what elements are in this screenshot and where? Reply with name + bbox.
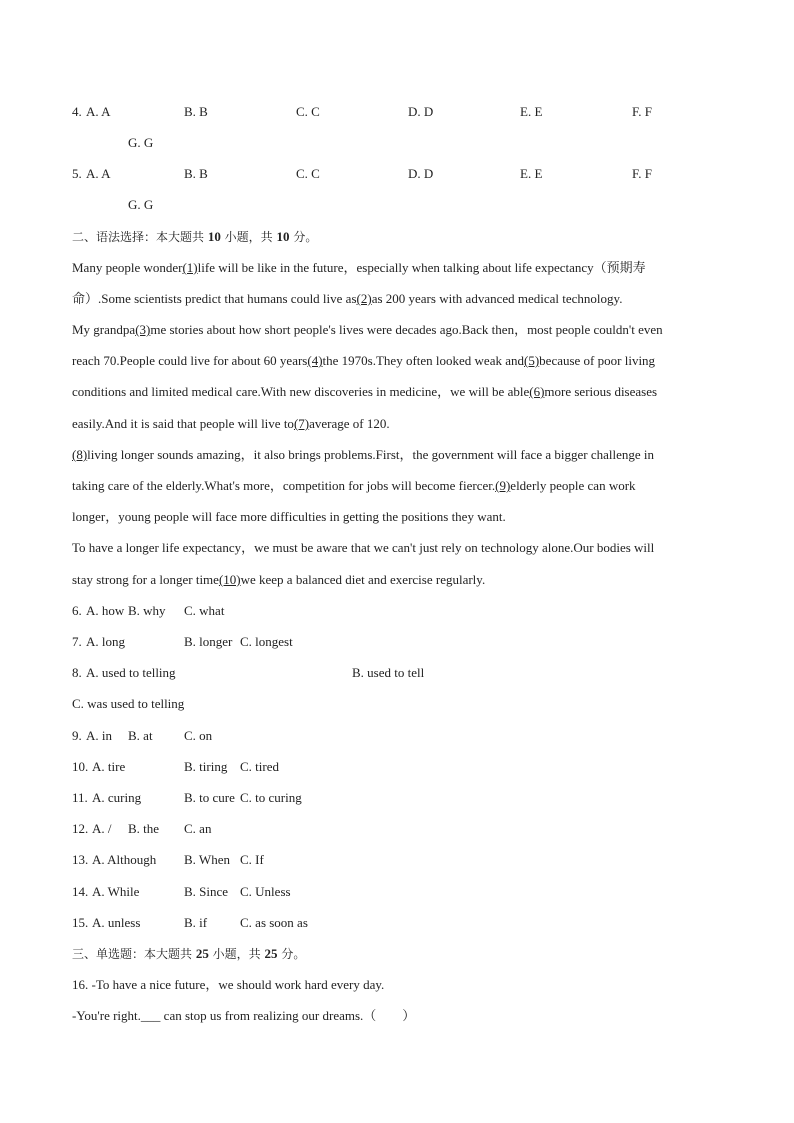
option-a: A. Although bbox=[92, 852, 157, 867]
passage-line bbox=[72, 415, 390, 433]
question-dialogue bbox=[72, 1007, 415, 1025]
passage-text: as 200 years with advanced medical technology. bbox=[371, 291, 623, 306]
heading-score: 25 bbox=[264, 946, 278, 961]
passage-line bbox=[72, 383, 657, 401]
heading-text: 小题，共 bbox=[212, 947, 261, 961]
option-f: F. F bbox=[632, 104, 652, 119]
option-b: B. longer bbox=[184, 634, 233, 649]
option-c: C. longest bbox=[240, 634, 293, 649]
question-number: 7. bbox=[72, 634, 82, 649]
option-b: B. why bbox=[128, 603, 166, 618]
option-a: A. in bbox=[86, 728, 112, 743]
heading-text: 二、语法选择：本大题共 bbox=[72, 230, 205, 244]
passage-text: average of 120. bbox=[309, 416, 390, 431]
passage-text: the 1970s.They often looked weak and bbox=[322, 353, 524, 368]
option-g: G. G bbox=[128, 197, 154, 212]
option-a: A. A bbox=[86, 104, 111, 119]
option-b: B. When bbox=[184, 852, 230, 867]
question-number: 11. bbox=[72, 790, 88, 805]
option-a: A. used to telling bbox=[86, 665, 176, 680]
passage-text: because of poor living bbox=[539, 353, 656, 368]
question-number: 9. bbox=[72, 728, 82, 743]
passage-text: living longer sounds amazing，it also brings problems.First，the government will face a bigger challenge in bbox=[87, 447, 654, 462]
passage-text: longer，young people will face more difficulties in getting the positions they want. bbox=[72, 509, 506, 524]
blank-8: (8) bbox=[72, 447, 88, 462]
passage-line bbox=[72, 352, 655, 370]
dialogue-text: -You're right. bbox=[72, 1008, 141, 1023]
passage-line bbox=[72, 539, 654, 557]
heading-score: 10 bbox=[276, 229, 290, 244]
option-g: G. G bbox=[128, 135, 154, 150]
option-b: B. at bbox=[128, 728, 153, 743]
option-b: B. the bbox=[128, 821, 160, 836]
heading-text: 小题，共 bbox=[224, 230, 273, 244]
question-stem: 16. -To have a nice future，we should work hard every day. bbox=[72, 977, 385, 992]
option-c: C. Unless bbox=[240, 884, 291, 899]
blank-7: (7) bbox=[293, 416, 310, 431]
option-a: A. curing bbox=[92, 790, 142, 805]
question-number: 5. bbox=[72, 166, 82, 181]
blank-9: (9) bbox=[495, 478, 511, 493]
heading-text: 三、单选题：本大题共 bbox=[72, 947, 193, 961]
option-b: B. B bbox=[184, 104, 208, 119]
passage-text: easily.And it is said that people will live to bbox=[72, 416, 294, 431]
blank-3: (3) bbox=[135, 322, 151, 337]
passage-text: stay strong for a longer time bbox=[72, 572, 219, 587]
blank-1: (1) bbox=[182, 260, 198, 275]
option-a: A. tire bbox=[92, 759, 126, 774]
option-c: C. as soon as bbox=[240, 915, 308, 930]
option-b: B. to cure bbox=[184, 790, 235, 805]
passage-text: Many people wonder bbox=[72, 260, 183, 275]
option-c: C. on bbox=[184, 728, 213, 743]
passage-line bbox=[72, 508, 506, 526]
passage-text: 命）.Some scientists predict that humans could live as bbox=[72, 291, 357, 306]
question-number: 4. bbox=[72, 104, 82, 119]
section-heading-single-choice bbox=[72, 945, 305, 963]
option-c: C. If bbox=[240, 852, 264, 867]
option-e: E. E bbox=[520, 166, 543, 181]
option-a: A. A bbox=[86, 166, 111, 181]
passage-text: To have a longer life expectancy，we must be aware that we can't just rely on technology alone.Our bodies will bbox=[72, 540, 655, 555]
heading-text: 分。 bbox=[293, 230, 318, 244]
option-b: B. used to tell bbox=[352, 665, 425, 680]
option-c: C. was used to telling bbox=[72, 696, 185, 711]
option-a: A. While bbox=[92, 884, 140, 899]
heading-text: 分。 bbox=[281, 947, 306, 961]
passage-text: My grandpa bbox=[72, 322, 136, 337]
option-f: F. F bbox=[632, 166, 652, 181]
option-a: A. long bbox=[86, 634, 125, 649]
question-number: 8. bbox=[72, 665, 82, 680]
option-c: C. C bbox=[296, 166, 320, 181]
blank-5: (5) bbox=[524, 353, 540, 368]
passage-text: conditions and limited medical care.With new discoveries in medicine，we will be able bbox=[72, 384, 530, 399]
option-b: B. Since bbox=[184, 884, 229, 899]
option-d: D. D bbox=[408, 104, 434, 119]
option-a: A. unless bbox=[92, 915, 141, 930]
question-number: 10. bbox=[72, 759, 89, 774]
question-number: 13. bbox=[72, 852, 89, 867]
blank-6: (6) bbox=[529, 384, 545, 399]
option-b: B. tiring bbox=[184, 759, 228, 774]
option-c: C. an bbox=[184, 821, 212, 836]
option-c: C. C bbox=[296, 104, 320, 119]
answer-blank: ___ bbox=[140, 1008, 161, 1023]
passage-line bbox=[72, 571, 485, 589]
option-c: C. what bbox=[184, 603, 225, 618]
option-e: E. E bbox=[520, 104, 543, 119]
heading-count: 25 bbox=[195, 946, 209, 961]
question-number: 15. bbox=[72, 915, 89, 930]
passage-line bbox=[72, 290, 622, 308]
passage-text: me stories about how short people's lives were decades ago.Back then，most people couldn't even bbox=[150, 322, 663, 337]
passage-line bbox=[72, 446, 654, 464]
passage-line bbox=[72, 259, 646, 277]
passage-text: we keep a balanced diet and exercise regularly. bbox=[240, 572, 486, 587]
option-c: C. tired bbox=[240, 759, 279, 774]
passage-text: taking care of the elderly.What's more，competition for jobs will become fiercer. bbox=[72, 478, 496, 493]
passage-line bbox=[72, 321, 663, 339]
heading-count: 10 bbox=[207, 229, 221, 244]
question-number: 6. bbox=[72, 603, 82, 618]
passage-text: more serious diseases bbox=[544, 384, 658, 399]
option-d: D. D bbox=[408, 166, 434, 181]
option-b: B. if bbox=[184, 915, 208, 930]
option-a: A. / bbox=[92, 821, 112, 836]
question-number: 12. bbox=[72, 821, 89, 836]
section-heading-grammar bbox=[72, 228, 317, 246]
passage-text: life will be like in the future，especially when talking about life expectancy（预期寿 bbox=[197, 260, 646, 275]
passage-text: elderly people can work bbox=[510, 478, 636, 493]
option-b: B. B bbox=[184, 166, 208, 181]
blank-2: (2) bbox=[356, 291, 372, 306]
option-a: A. how bbox=[86, 603, 125, 618]
passage-text: reach 70.People could live for about 60 years bbox=[72, 353, 308, 368]
blank-4: (4) bbox=[307, 353, 323, 368]
option-c: C. to curing bbox=[240, 790, 302, 805]
passage-line bbox=[72, 477, 636, 495]
question-number: 14. bbox=[72, 884, 89, 899]
blank-10: (10) bbox=[218, 572, 241, 587]
dialogue-text: can stop us from realizing our dreams.（ ） bbox=[160, 1008, 416, 1023]
